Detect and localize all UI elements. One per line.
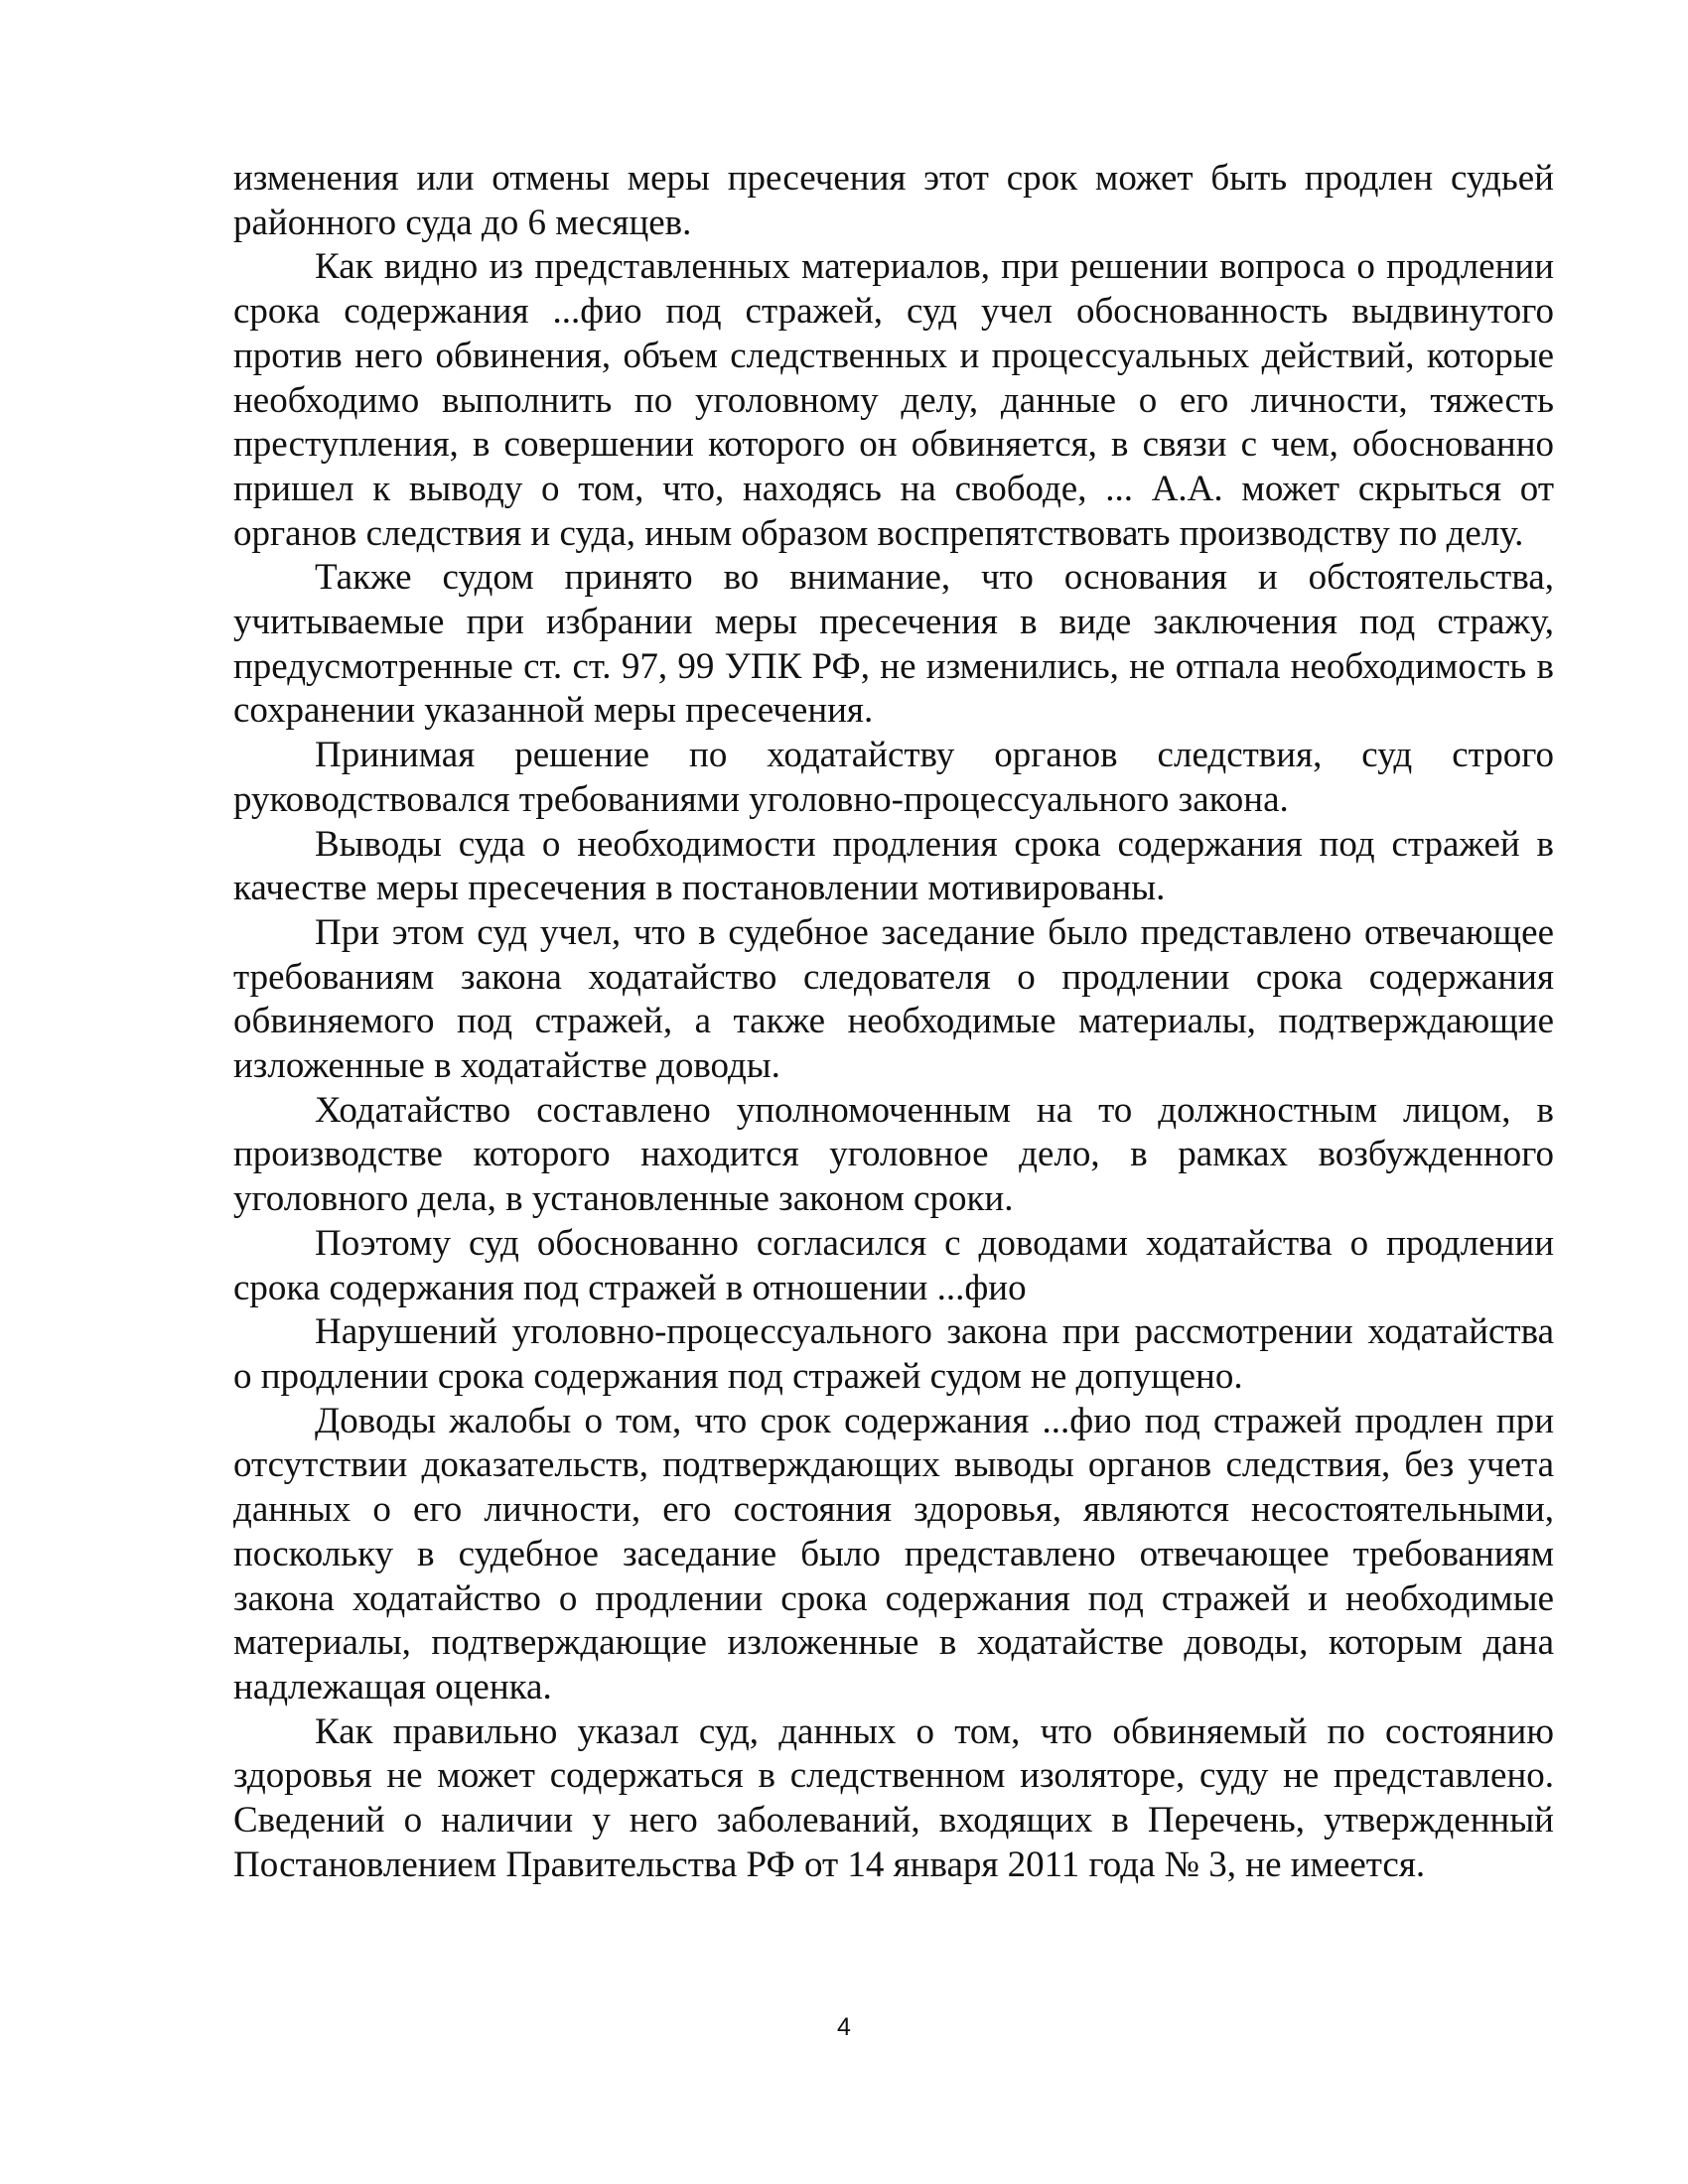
paragraph-2: Как видно из представленных материалов, при решении вопроса о продлении срока содержания ...фио под стражей, суд учел обоснованность выдвинутого против него обвинения, объем следственных и процессуальных действий, которые необходимо выполнить по уголовному делу, данные о его личности, тяжесть преступления, в совершении которого он обвиняется, в связи с чем, обоснованно пришел к выводу о том, что, находясь на свободе, ... А.А. может скрыться от органов следствия и суда, иным образом воспрепятствовать производству по делу. xyxy=(233,246,1554,554)
paragraph-4: Принимая решение по ходатайству органов следствия, суд строго руководствовался требованиями уголовно-процессуального закона. xyxy=(233,735,1554,820)
paragraph-11: Как правильно указал суд, данных о том, что обвиняемый по состоянию здоровья не может содержаться в следственном изоляторе, суду не представлено. Сведений о наличии у него заболеваний, входящих в Перечень, утвержденный Постановлением Правительства РФ от 14 января 2011 года № 3, не имеется. xyxy=(233,1710,1554,1885)
paragraph-1: изменения или отмены меры пресечения этот срок может быть продлен судьей районного суда до 6 месяцев. xyxy=(233,158,1554,243)
paragraph-7: Ходатайство составлено уполномоченным на то должностным лицом, в производстве которого находится уголовное дело, в рамках возбужденного уголовного дела, в установленные законом сроки. xyxy=(233,1089,1554,1220)
paragraph-10: Доводы жалобы о том, что срок содержания ...фио под стражей продлен при отсутствии доказательств, подтверждающих выводы органов следствия, без учета данных о его личности, его состояния здоровья, являются несостоятельными, поскольку в судебное заседание было представлено отвечающее требованиям закона ходатайство о продлении срока содержания под стражей и необходимые материалы, подтверждающие изложенные в ходатайстве доводы, которым дана надлежащая оценка. xyxy=(233,1400,1554,1707)
paragraph-6: При этом суд учел, что в судебное заседание было представлено отвечающее требованиям закона ходатайство следователя о продлении срока содержания обвиняемого под стражей, а также необходимые материалы, подтверждающие изложенные в ходатайстве доводы. xyxy=(233,911,1554,1087)
paragraph-9: Нарушений уголовно-процессуального закона при рассмотрении ходатайства о продлении срока содержания под стражей судом не допущено. xyxy=(233,1311,1554,1397)
document-body xyxy=(233,157,1554,1887)
paragraph-8: Поэтому суд обоснованно согласился с доводами ходатайства о продлении срока содержания под стражей в отношении ...фио xyxy=(233,1222,1554,1308)
paragraph-5: Выводы суда о необходимости продления срока содержания под стражей в качестве меры пресечения в постановлении мотивированы. xyxy=(233,823,1554,909)
paragraph-3: Также судом принято во внимание, что основания и обстоятельства, учитываемые при избрании меры пресечения в виде заключения под стражу, предусмотренные ст. ст. 97, 99 УПК РФ, не изменились, не отпала необходимость в сохранении указанной меры пресечения. xyxy=(233,557,1554,732)
page-number: 4 xyxy=(837,2013,851,2041)
